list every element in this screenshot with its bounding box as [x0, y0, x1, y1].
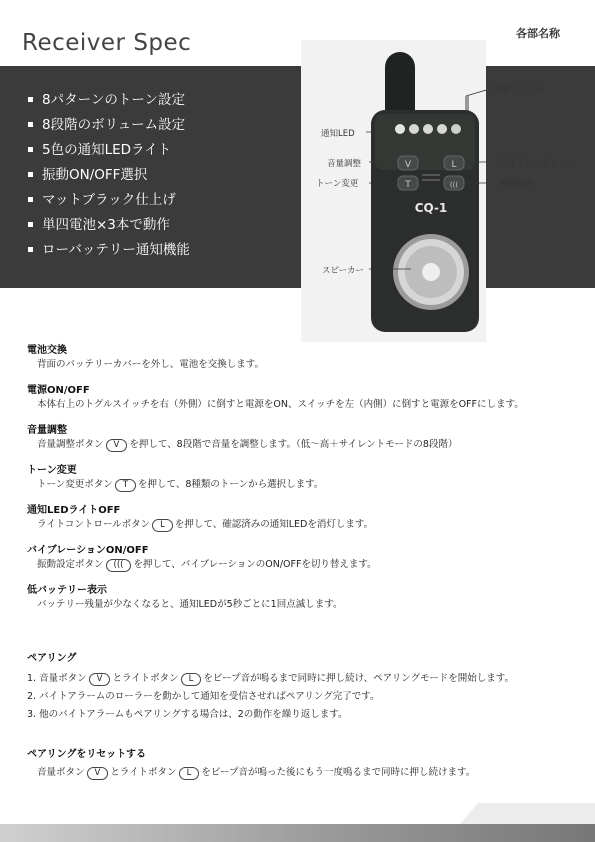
label-power-switch: 電源スイッチ	[493, 85, 544, 95]
section-heading: 低バッテリー表示	[27, 585, 107, 596]
label-notify-led: 通知LED	[321, 129, 355, 139]
section-text: を押して、8段階で音量を調整します。（低〜高＋サイレントモードの8段階）	[129, 439, 458, 450]
section-text: トーン変更ボタン	[37, 479, 113, 490]
reset-section	[27, 748, 587, 780]
tone-button-glyph: T	[405, 180, 411, 190]
key-v: V	[106, 439, 128, 452]
pairing-section	[27, 652, 587, 724]
label-speaker: スピーカー	[322, 266, 364, 276]
section-led-off	[27, 504, 587, 532]
footer-bar	[0, 824, 595, 842]
section-heading: 音量調整	[27, 425, 67, 436]
section-power	[27, 384, 587, 412]
section-text: 振動設定ボタン	[37, 559, 104, 570]
reset-heading: ペアリングをリセットする	[27, 749, 146, 760]
section-low-battery	[27, 584, 587, 612]
pairing-heading: ペアリング	[27, 653, 77, 664]
section-battery	[27, 344, 587, 372]
reset-text: とライトボタン	[110, 767, 177, 778]
reset-text: をビープ音が鳴った後にもう一度鳴るまで同時に押し続けます。	[201, 767, 476, 778]
step-text: 音量ボタン	[39, 673, 87, 684]
label-tone: トーン変更	[316, 179, 359, 189]
step-text: とライトボタン	[112, 673, 179, 684]
section-heading: バイブレーションON/OFF	[27, 545, 149, 556]
pairing-step-2: 2. バイトアラームのローラーを動かして通知を受信させればペアリング完了です。	[27, 691, 380, 702]
section-text: 背面のバッテリーカバーを外し、電池を交換します。	[37, 359, 265, 370]
label-vibration: 振動設定	[500, 179, 535, 189]
light-button-glyph: L	[451, 160, 457, 170]
section-heading: 電池交換	[27, 345, 67, 356]
key-l: L	[152, 519, 173, 532]
model-name: CQ-1	[414, 201, 448, 215]
key-vibration: (((	[106, 559, 132, 572]
device-illustration	[301, 40, 486, 342]
page-title: Receiver Spec	[22, 30, 192, 56]
step-text: をビープ音が鳴るまで同時に押し続け、ペアリングモードを開始します。	[203, 673, 514, 684]
section-text: ライトコントロールボタン	[37, 519, 151, 530]
section-heading: トーン変更	[27, 465, 77, 476]
pairing-step-3: 3. 他のバイトアラームもペアリングする場合は、2の動作を繰り返します。	[27, 709, 348, 720]
pairing-step-1	[27, 670, 587, 688]
volume-button-glyph: V	[404, 160, 412, 170]
section-text: 音量調整ボタン	[37, 439, 104, 450]
instructions	[27, 344, 587, 624]
key-v: V	[87, 767, 109, 780]
footer-corner-tab	[460, 803, 595, 824]
parts-name-tab	[498, 17, 595, 47]
label-volume: 音量調整	[327, 159, 362, 169]
parts-name-label: 各部名称	[516, 27, 560, 40]
feature-item: ローバッテリー通知機能	[28, 242, 190, 267]
feature-item: 単四電池×3本で動作	[28, 217, 190, 242]
key-l: L	[179, 767, 200, 780]
section-volume	[27, 424, 587, 452]
reset-text: 音量ボタン	[37, 767, 85, 778]
section-heading: 電源ON/OFF	[27, 385, 90, 396]
feature-item: 5色の通知LEDライト	[28, 142, 190, 167]
label-light-control: ライトコントロール	[500, 159, 576, 169]
feature-item: 8パターンのトーン設定	[28, 92, 190, 117]
section-tone	[27, 464, 587, 492]
step-number: 1.	[27, 673, 37, 684]
feature-item: マットブラック仕上げ	[28, 192, 190, 217]
feature-item: 振動ON/OFF選択	[28, 167, 190, 192]
section-text: を押して、確認済みの通知LEDを消灯します。	[174, 519, 374, 530]
section-vibration	[27, 544, 587, 572]
section-text: を押して、8種類のトーンから選択します。	[138, 479, 324, 490]
feature-item: 8段階のボリューム設定	[28, 117, 190, 142]
feature-list	[28, 92, 190, 267]
section-text: 本体右上のトグルスイッチを右（外側）に倒すと電源をON、スイッチを左（内側）に倒すと電源をOFFにします。	[37, 399, 524, 410]
key-t: T	[115, 479, 136, 492]
section-heading: 通知LEDライトOFF	[27, 505, 121, 516]
vibration-button-glyph: (((	[449, 181, 459, 189]
section-text: バッテリー残量が少なくなると、通知LEDが5秒ごとに1回点滅します。	[37, 599, 343, 610]
section-text: を押して、バイブレーションのON/OFFを切り替えます。	[133, 559, 377, 570]
key-l: L	[181, 673, 202, 686]
key-v: V	[89, 673, 111, 686]
